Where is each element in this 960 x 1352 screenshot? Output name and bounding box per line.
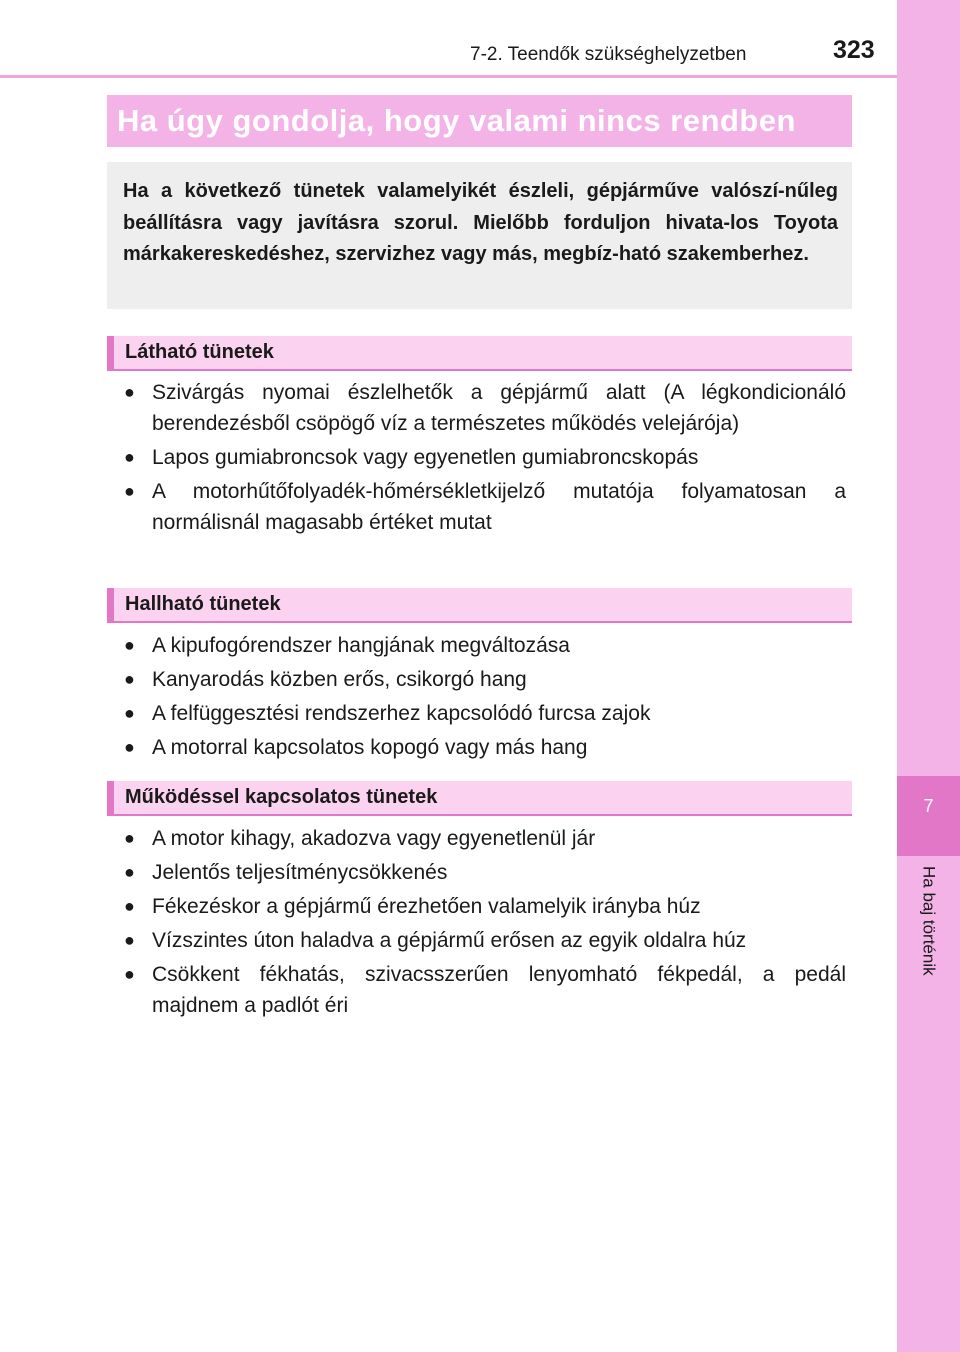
list-item: ● Fékezéskor a gépjármű érezhetően valamelyik irányba húz [124,891,846,922]
section-heading-label: Hallható tünetek [125,593,281,615]
list-item: ● A motorral kapcsolatos kopogó vagy más hang [124,732,846,763]
intro-text: Ha a következő tünetek valamelyikét észleli, gépjárműve valószí-nűleg beállításra vagy javításra szorul. Mielőbb forduljon hivata-los Toyota márkakereskedéshez, szervizhez vagy más, megbíz-ható szakemberhez. [123,180,838,265]
list-item: ● Csökkent fékhatás, szivacsszerűen lenyomható fékpedál, a pedál majdnem a padlót éri [124,959,846,1021]
section-heading-visible [107,336,852,371]
bullet-icon: ● [124,703,135,723]
operational-symptoms-list [124,823,846,1024]
section-heading-label: Működéssel kapcsolatos tünetek [125,786,438,808]
intro-box [107,162,852,309]
list-item: ● A motorhűtőfolyadék-hőmérsékletkijelző mutatója folyamatosan a normálisnál magasabb értéket mutat [124,476,846,538]
page-title: Ha úgy gondolja, hogy valami nincs rendben [117,103,796,138]
section-heading-audible [107,588,852,623]
section-heading-label: Látható tünetek [125,341,274,363]
bullet-icon: ● [124,669,135,689]
bullet-icon: ● [124,896,135,916]
bullet-icon: ● [124,635,135,655]
bullet-icon: ● [124,447,135,467]
breadcrumb: 7-2. Teendők szükséghelyzetben [470,44,747,65]
list-item: ● Lapos gumiabroncsok vagy egyenetlen gumiabroncskopás [124,442,846,473]
bullet-icon: ● [124,862,135,882]
section-heading-operational [107,781,852,816]
page-title-bar [107,95,852,147]
list-item: ● A motor kihagy, akadozva vagy egyenetlenül jár [124,823,846,854]
bullet-icon: ● [124,964,135,984]
chapter-sidebar [897,0,960,1352]
list-item: ● Szivárgás nyomai észlelhetők a gépjármű alatt (A légkondicionáló berendezésből csöpögő víz a természetes működés velejárója) [124,377,846,439]
page-number: 323 [833,36,875,64]
bullet-icon: ● [124,930,135,950]
bullet-icon: ● [124,828,135,848]
bullet-icon: ● [124,481,135,501]
list-item: ● Jelentős teljesítménycsökkenés [124,857,846,888]
list-item: ● A kipufogórendszer hangjának megváltozása [124,630,846,661]
list-item: ● Kanyarodás közben erős, csikorgó hang [124,664,846,695]
visible-symptoms-list [124,377,846,541]
audible-symptoms-list [124,630,846,766]
chapter-number: 7 [923,796,934,816]
header-divider [0,75,897,78]
list-item: ● Vízszintes úton haladva a gépjármű erősen az egyik oldalra húz [124,925,846,956]
bullet-icon: ● [124,737,135,757]
list-item: ● A felfüggesztési rendszerhez kapcsolódó furcsa zajok [124,698,846,729]
bullet-icon: ● [124,382,135,402]
chapter-title: Ha baj történik [919,866,939,976]
